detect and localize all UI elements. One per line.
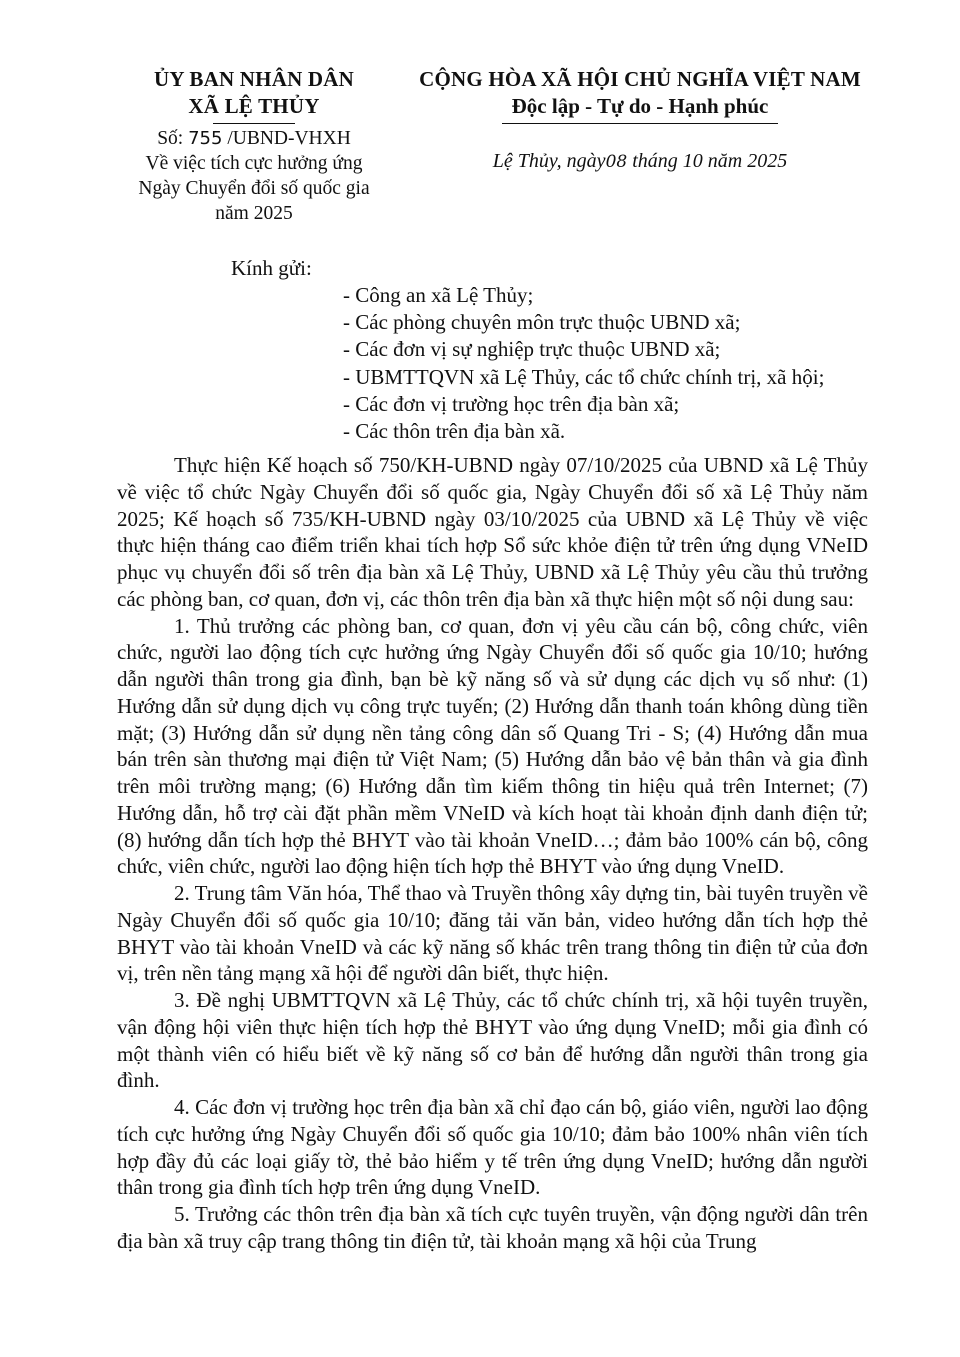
body-paragraph-1: 1. Thủ trưởng các phòng ban, cơ quan, đơn vị yêu cầu cán bộ, công chức, viên chức, người lao động tích cực hưởng ứng Ngày Chuyển đổi số quốc gia 10/10; hướng dẫn người thân trong gia đình, bạn bè kỹ năng số và sử dụng các dịch vụ số như: (1) Hướng dẫn sử dụng dịch vụ công trực tuyến; (2) Hướng dẫn thanh toán không dùng tiền mặt; (3) Hướng dẫn sử dụng nền tảng công dân số Quang Tri - S; (4) Hướng dẫn mua bán trên sàn thương mại điện tử Việt Nam; (5) Hướng dẫn bảo vệ bản thân và gia đình trên môi trường mạng; (6) Hướng dẫn tìm kiếm thông tin hiệu quả trên Internet; (7) Hướng dẫn, hỗ trợ cài đặt phần mềm VNeID và kích hoạt tài khoản định danh điện tử; (8) hướng dẫn tích hợp thẻ BHYT vào tài khoản VneID…; đảm bảo 100% cán bộ, công chức, viên chức, người lao động hiện tích hợp thẻ BHYT vào ứng dụng VneID.: [117, 613, 868, 879]
authority-name-line2: XÃ LỆ THỦY: [188, 94, 320, 118]
recipient-item: - UBMTTQVN xã Lệ Thủy, các tổ chức chính trị, xã hội;: [343, 364, 825, 389]
body-paragraph-2: 2. Trung tâm Văn hóa, Thể thao và Truyền thông xây dựng tin, bài tuyên truyền về Ngày Chuyển đổi số quốc gia 10/10; đăng tải văn bản, video hướng dẫn tích hợp thẻ BHYT vào tài khoản VneID và các kỹ năng số khác trên trang thông tin điện tử của đơn vị, trên nền tảng mạng xã hội để người dân biết, thực hiện.: [117, 881, 868, 986]
document-body: [117, 452, 868, 1255]
recipient-item: - Công an xã Lệ Thủy;: [343, 283, 534, 307]
body-paragraph-intro: Thực hiện Kế hoạch số 750/KH-UBND ngày 07/10/2025 của UBND xã Lệ Thủy về việc tổ chức Ngày Chuyển đổi số quốc gia, Ngày Chuyển đổi số xã Lệ Thủy năm 2025; Kế hoạch số 735/KH-UBND ngày 03/10/2025 của UBND xã Lệ Thủy về việc thực hiện tháng cao điểm triển khai tích hợp Sổ sức khỏe điện tử trên ứng dụng VNeID phục vụ chuyển đổi số trên địa bàn xã Lệ Thủy, UBND xã Lệ Thủy yêu cầu thủ trưởng các phòng ban, cơ quan, đơn vị, các thôn trên địa bàn xã thực hiện một số nội dung sau:: [117, 453, 868, 611]
national-motto: Độc lập - Tự do - Hạnh phúc: [511, 94, 769, 118]
recipient-item: - Các đơn vị sự nghiệp trực thuộc UBND xã;: [343, 337, 721, 362]
recipient-item: - Các phòng chuyên môn trực thuộc UBND xã;: [343, 310, 741, 335]
body-paragraph-4: 4. Các đơn vị trường học trên địa bàn xã chỉ đạo cán bộ, giáo viên, người lao động tích cực hưởng ứng Ngày Chuyển đổi số quốc gia 10/10; đảm bảo 100% nhân viên tích hợp đầy đủ các loại giấy tờ, thẻ bảo hiểm y tế trên ứng dụng VneID; hướng dẫn người thân trong gia đình tích hợp trên ứng dụng VneID.: [117, 1095, 868, 1200]
subject-line2: Ngày Chuyển đổi số quốc gia: [138, 178, 370, 199]
recipient-item: - Các đơn vị trường học trên địa bàn xã;: [343, 391, 680, 416]
document-number-suffix: /UBND-VHXH: [227, 128, 351, 149]
recipient-item: - Các thôn trên địa bàn xã.: [343, 419, 566, 444]
issue-date-day: 08: [605, 152, 628, 172]
document-number-value: 755: [188, 128, 223, 149]
recipient-list: [343, 282, 824, 445]
subject-line1: Về việc tích cực hưởng ứng: [145, 153, 363, 174]
motto-underline: [502, 123, 778, 124]
body-paragraph-5: 5. Trưởng các thôn trên địa bàn xã tích cực tuyên truyền, vận động người dân trên địa bàn xã truy cập trang thông tin điện tử, tài khoản mạng xã hội của Trung: [117, 1202, 868, 1253]
issue-date-suffix: tháng 10 năm 2025: [632, 150, 788, 172]
subject-line3: năm 2025: [215, 203, 293, 224]
issue-date-prefix: Lệ Thủy, ngày: [492, 150, 606, 172]
nation-name: CỘNG HÒA XÃ HỘI CHỦ NGHĨA VIỆT NAM: [419, 67, 861, 91]
issuing-authority-block: [118, 66, 390, 226]
document-number-prefix: Số:: [157, 128, 184, 149]
recipients-label: Kính gửi:: [231, 256, 312, 280]
national-header-block: [405, 66, 875, 175]
document-number: [118, 126, 390, 151]
authority-name-line1: ỦY BAN NHÂN DÂN: [154, 67, 354, 91]
issue-date: [405, 148, 875, 175]
authority-underline: [213, 123, 295, 124]
body-paragraph-3: 3. Đề nghị UBMTTQVN xã Lệ Thủy, các tổ chức chính trị, xã hội tuyên truyền, vận động hội viên thực hiện tích hợp thẻ BHYT vào ứng dụng VneID; mỗi gia đình có một thành viên có hiểu biết về kỹ năng số cơ bản để hướng dẫn người thân trong gia đình.: [117, 988, 868, 1093]
